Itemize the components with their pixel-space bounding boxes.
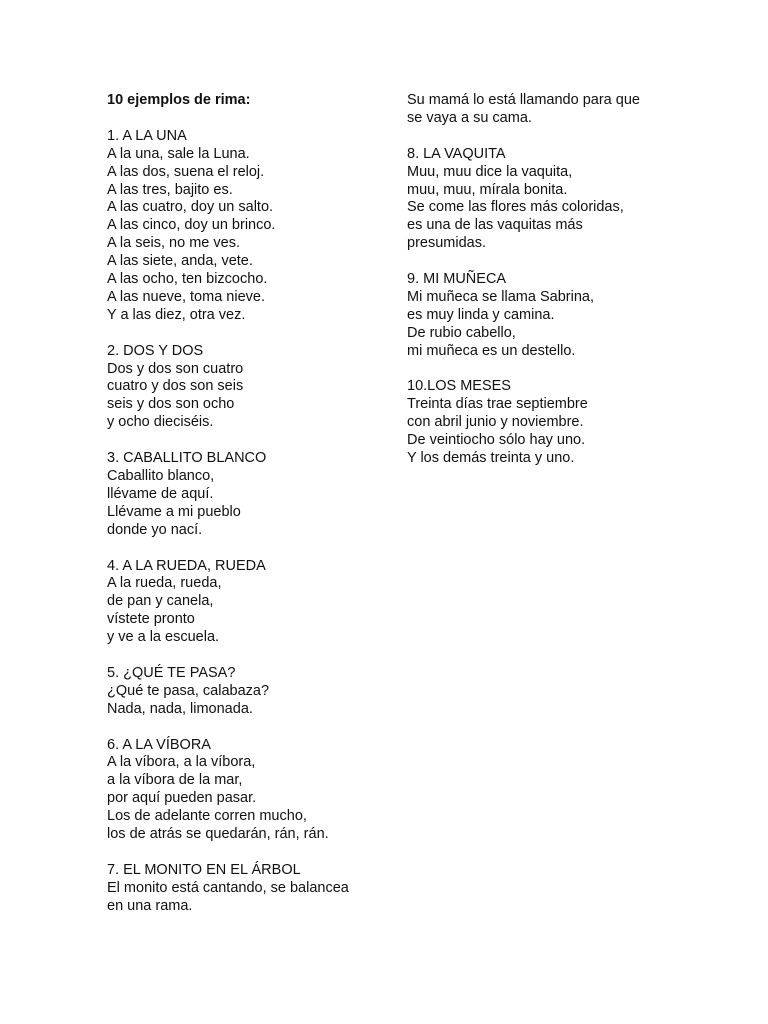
poem-5 [107, 665, 377, 719]
poem-line: A la víbora, a la víbora, [107, 754, 256, 771]
poem-line: los de atrás se quedarán, rán, rán. [107, 826, 329, 843]
poem-line: A las cuatro, doy un salto. [107, 199, 274, 216]
poem-10 [407, 378, 707, 468]
poem-line: donde yo nací. [107, 521, 203, 538]
poem-line: Se come las flores más coloridas, [407, 199, 624, 216]
poem-8 [407, 146, 707, 253]
poem-line: A la seis, no me ves. [107, 235, 240, 252]
poem-line: llévame de aquí. [107, 485, 214, 502]
poem-line: de pan y canela, [107, 593, 214, 610]
poem-line: con abril junio y noviembre. [407, 414, 584, 431]
poem-line: se vaya a su cama. [407, 109, 532, 126]
poem-title: 9. MI MUÑECA [407, 271, 507, 288]
poem-line: Y los demás treinta y uno. [407, 450, 575, 467]
poem-line: a la víbora de la mar, [107, 772, 243, 789]
poem-line: Y a las diez, otra vez. [107, 306, 246, 323]
poem-line: De veintiocho sólo hay uno. [407, 432, 586, 449]
poem-line: muu, muu, mírala bonita. [407, 181, 568, 198]
poem-line: vístete pronto [107, 611, 195, 628]
poem-line: A las nueve, toma nieve. [107, 288, 265, 305]
poem-line: A las tres, bajito es. [107, 181, 233, 198]
poem-2 [107, 343, 377, 433]
poem-line: cuatro y dos son seis [107, 378, 244, 395]
poem-title: 10.LOS MESES [407, 378, 511, 395]
poem-line: seis y dos son ocho [107, 396, 235, 413]
poem-line: Mi muñeca se llama Sabrina, [407, 288, 594, 305]
poem-line: Muu, muu dice la vaquita, [407, 163, 573, 180]
poem-line: y ve a la escuela. [107, 629, 220, 646]
poem-7-continuation [407, 92, 707, 128]
poem-title: 7. EL MONITO EN EL ÁRBOL [107, 861, 301, 878]
poem-line: ¿Qué te pasa, calabaza? [107, 682, 270, 699]
poem-1 [107, 128, 377, 325]
poem-line: en una rama. [107, 897, 193, 914]
poem-line: Su mamá lo está llamando para que [407, 92, 640, 108]
poem-title: 3. CABALLITO BLANCO [107, 450, 267, 467]
poem-title: 2. DOS Y DOS [107, 342, 204, 359]
poem-line: mi muñeca es un destello. [407, 342, 576, 359]
poem-line: por aquí pueden pasar. [107, 790, 257, 807]
poem-line: Treinta días trae septiembre [407, 396, 588, 413]
poem-line: A las cinco, doy un brinco. [107, 217, 276, 234]
poem-line: De rubio cabello, [407, 324, 516, 341]
poem-title: 4. A LA RUEDA, RUEDA [107, 557, 266, 574]
right-column [407, 92, 707, 486]
poem-6 [107, 737, 377, 844]
poem-line: Nada, nada, limonada. [107, 700, 253, 717]
poem-4 [107, 558, 377, 648]
poem-title: 5. ¿QUÉ TE PASA? [107, 664, 236, 681]
document-title: 10 ejemplos de rima: [107, 92, 251, 108]
poem-line: es muy linda y camina. [407, 306, 555, 323]
poem-line: y ocho dieciséis. [107, 414, 214, 431]
poem-line: Los de adelante corren mucho, [107, 808, 307, 825]
poem-line: El monito está cantando, se balancea [107, 879, 349, 896]
poem-line: A las ocho, ten bizcocho. [107, 271, 268, 288]
poem-title: 8. LA VAQUITA [407, 145, 506, 162]
poem-line: Caballito blanco, [107, 467, 215, 484]
poem-line: A la una, sale la Luna. [107, 145, 250, 162]
poem-title: 1. A LA UNA [107, 127, 187, 144]
poem-line: A las siete, anda, vete. [107, 253, 253, 270]
poem-3 [107, 450, 377, 540]
poem-line: A la rueda, rueda, [107, 575, 222, 592]
poem-line: presumidas. [407, 235, 486, 252]
poem-7 [107, 862, 377, 916]
poem-line: es una de las vaquitas más [407, 217, 583, 234]
poem-line: Llévame a mi pueblo [107, 503, 241, 520]
poem-line: A las dos, suena el reloj. [107, 163, 265, 180]
left-column [107, 92, 377, 933]
poem-9 [407, 271, 707, 361]
poem-line: Dos y dos son cuatro [107, 360, 244, 377]
poem-title: 6. A LA VÍBORA [107, 736, 211, 753]
